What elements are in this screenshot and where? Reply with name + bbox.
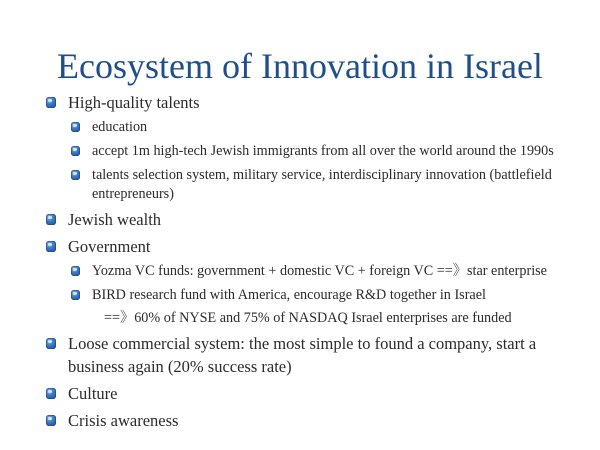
bullet-text: accept 1m high-tech Jewish immigrants from all over the world around the 1990s bbox=[92, 143, 554, 159]
bullet-icon bbox=[71, 122, 80, 132]
bullet-icon bbox=[71, 266, 80, 276]
bullet-text: Jewish wealth bbox=[68, 210, 162, 229]
bullet-text: ==》60% of NYSE and 75% of NASDAQ Israel enterprises are funded bbox=[104, 310, 512, 326]
sub-bullet-item-bird bbox=[42, 286, 562, 305]
bullet-list bbox=[42, 91, 562, 432]
bullet-item-government bbox=[42, 235, 562, 258]
bullet-text: BIRD research fund with America, encourage R&D together in Israel bbox=[92, 287, 486, 303]
sub-bullet-item-immigrants bbox=[42, 142, 562, 161]
sub-bullet-item-yozma bbox=[42, 262, 562, 281]
bullet-item-culture bbox=[42, 382, 562, 405]
bullet-icon bbox=[46, 97, 56, 108]
bullet-icon bbox=[46, 388, 56, 399]
bullet-icon bbox=[46, 214, 56, 225]
bullet-item-commercial-system bbox=[42, 332, 562, 378]
bullet-text: Culture bbox=[68, 384, 118, 403]
bullet-text: Loose commercial system: the most simple to found a company, start a business again (20% success rate) bbox=[68, 334, 537, 376]
sub-bullet-item-talent-selection bbox=[42, 166, 562, 204]
bullet-icon bbox=[71, 146, 80, 156]
bullet-item-crisis-awareness bbox=[42, 409, 562, 432]
bullet-text: education bbox=[92, 119, 148, 135]
bullet-item-jewish-wealth bbox=[42, 208, 562, 231]
bullet-text: Crisis awareness bbox=[68, 411, 179, 430]
sub-bullet-continuation-funded bbox=[42, 309, 562, 328]
bullet-text: talents selection system, military service, interdisciplinary innovation (battlefield entrepreneurs) bbox=[92, 167, 552, 202]
bullet-icon bbox=[46, 241, 56, 252]
bullet-icon bbox=[46, 415, 56, 426]
bullet-text: Government bbox=[68, 237, 151, 256]
bullet-text: High-quality talents bbox=[68, 93, 200, 112]
slide-title: Ecosystem of Innovation in Israel bbox=[57, 46, 543, 86]
sub-bullet-item-education bbox=[42, 118, 562, 137]
bullet-icon bbox=[71, 290, 80, 300]
bullet-item-high-quality-talents bbox=[42, 91, 562, 114]
bullet-text: Yozma VC funds: government + domestic VC + foreign VC ==》star enterprise bbox=[92, 263, 547, 279]
bullet-icon bbox=[71, 170, 80, 180]
bullet-icon bbox=[46, 338, 56, 349]
